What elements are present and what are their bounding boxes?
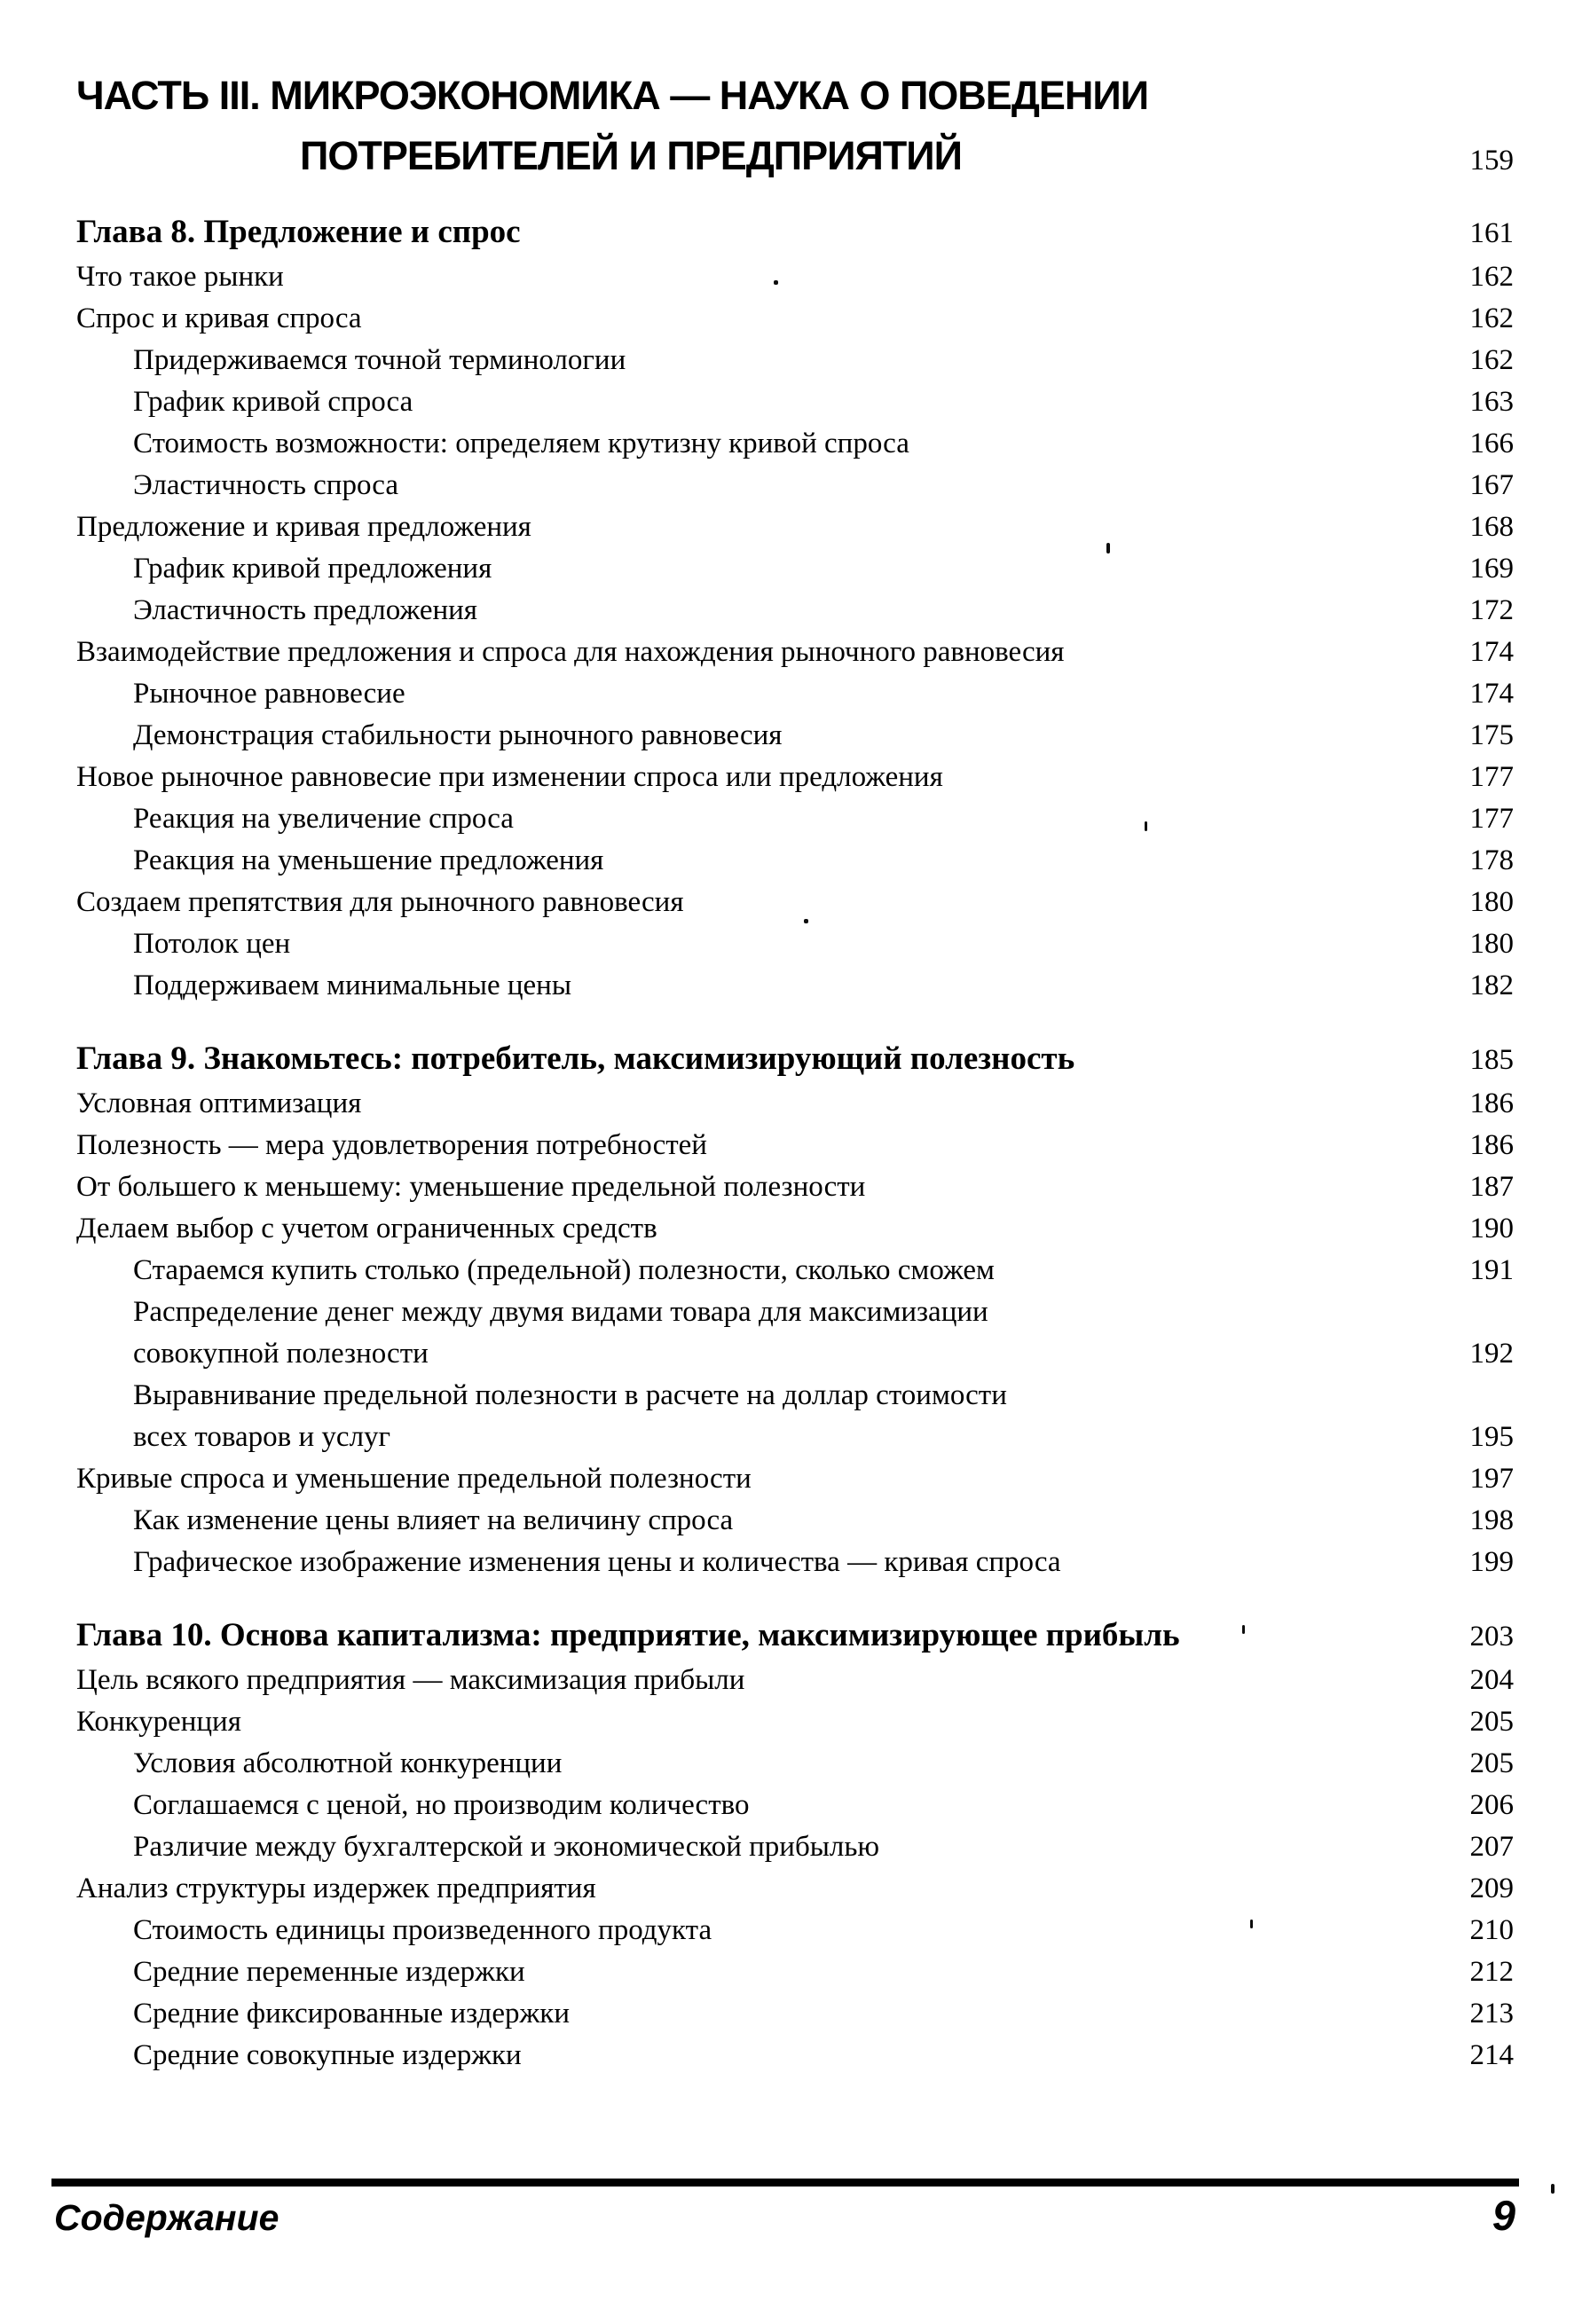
toc-entry-title: Спрос и кривая спроса — [76, 302, 362, 334]
toc-entry-title: Новое рыночное равновесие при изменении спроса или предложения — [76, 761, 943, 793]
toc-entry-page-number: 192 — [1469, 1338, 1514, 1370]
part-page-number: 159 — [1469, 145, 1514, 177]
toc-entry-row — [76, 965, 1514, 1007]
toc-entry-row — [76, 1292, 1514, 1333]
toc-entry-page-number: 162 — [1469, 261, 1514, 293]
toc-entry-title: Стоимость возможности: определяем крутизну кривой спроса — [133, 428, 909, 459]
toc-entry-page-number: 175 — [1469, 719, 1514, 751]
page-footer — [51, 2179, 1519, 2240]
toc-entry-row — [76, 1951, 1514, 1993]
toc-entry-title: График кривой предложения — [133, 553, 492, 585]
toc-entry-page-number: 174 — [1469, 678, 1514, 710]
toc-entry-page-number: 205 — [1469, 1706, 1514, 1738]
toc-entry-title: Распределение денег между двумя видами товара для максимизации — [133, 1296, 988, 1328]
toc-entry-row — [76, 256, 1514, 298]
toc-entry-row — [76, 715, 1514, 757]
toc-entry-page-number: 163 — [1469, 386, 1514, 418]
toc-entry-page-number: 186 — [1469, 1087, 1514, 1119]
toc-entry-page-number: 187 — [1469, 1171, 1514, 1203]
footer-page-number: 9 — [1492, 2192, 1515, 2239]
toc-entry-page-number: 190 — [1469, 1213, 1514, 1244]
toc-entry-title: Реакция на уменьшение предложения — [133, 844, 604, 876]
toc-entry-title: Условия абсолютной конкуренции — [133, 1747, 563, 1779]
toc-entry-title: График кривой спроса — [133, 386, 413, 418]
toc-entry-row — [76, 923, 1514, 965]
scan-speck — [1551, 2184, 1555, 2194]
toc-entry-page-number: 166 — [1469, 428, 1514, 459]
toc-entry-title: Создаем препятствия для рыночного равновесия — [76, 886, 684, 918]
toc-entry-page-number: 207 — [1469, 1831, 1514, 1863]
toc-chapter-title: Глава 9. Знакомьтесь: потребитель, максимизирующий полезность — [76, 1040, 1075, 1077]
toc-entry-row — [76, 1826, 1514, 1868]
toc-entry-title: Рыночное равновесие — [133, 678, 405, 710]
toc-entry-row — [76, 1125, 1514, 1166]
scan-speck — [1145, 821, 1147, 831]
toc-entry-page-number: 209 — [1469, 1873, 1514, 1904]
toc-entry-row — [76, 1993, 1514, 2035]
toc-entry-row — [76, 590, 1514, 632]
toc-entry-page-number: 213 — [1469, 1998, 1514, 2030]
toc-entry-page-number: 206 — [1469, 1789, 1514, 1821]
toc-entry-row — [76, 1333, 1514, 1375]
toc-entry-page-number: 161 — [1469, 217, 1514, 249]
toc-entry-title: Средние фиксированные издержки — [133, 1998, 571, 2030]
toc-entry-row — [76, 757, 1514, 798]
toc-entry-page-number: 167 — [1469, 469, 1514, 501]
toc-entry-title: Цель всякого предприятия — максимизация прибыли — [76, 1664, 745, 1696]
toc-chapter-row — [76, 1035, 1514, 1083]
toc-entry-title: Конкуренция — [76, 1706, 241, 1738]
toc-entry-row — [76, 1250, 1514, 1292]
toc-entry-page-number: 197 — [1469, 1463, 1514, 1495]
part-header — [76, 66, 1514, 191]
toc-entry-title: Поддерживаем минимальные цены — [133, 970, 571, 1001]
toc-entry-page-number: 162 — [1469, 344, 1514, 376]
toc-entry-title: Придерживаемся точной терминологии — [133, 344, 626, 376]
toc-entry-title: Анализ структуры издержек предприятия — [76, 1873, 596, 1904]
toc-entry-row — [76, 1166, 1514, 1208]
toc-entry-row — [76, 548, 1514, 590]
toc-entry-page-number: 199 — [1469, 1546, 1514, 1578]
toc-entry-page-number: 180 — [1469, 886, 1514, 918]
toc-entry-page-number: 178 — [1469, 844, 1514, 876]
toc-entry-row — [76, 798, 1514, 840]
toc-entry-row — [76, 340, 1514, 381]
toc-entry-row — [76, 1785, 1514, 1826]
toc-entry-row — [76, 423, 1514, 465]
toc-entry-page-number: 177 — [1469, 761, 1514, 793]
scan-speck — [774, 280, 778, 285]
toc-entry-row — [76, 882, 1514, 923]
toc-entry-page-number: 185 — [1469, 1044, 1514, 1076]
toc-entry-row — [76, 1375, 1514, 1417]
toc-entry-page-number: 174 — [1469, 636, 1514, 668]
toc-entry-page-number: 205 — [1469, 1747, 1514, 1779]
footer-label: Содержание — [54, 2197, 279, 2238]
toc-entry-page-number: 191 — [1469, 1254, 1514, 1286]
toc-entry-row — [76, 1743, 1514, 1785]
toc-entry-row — [76, 298, 1514, 340]
toc-entry-title: Условная оптимизация — [76, 1087, 362, 1119]
part-title-line2: ПОТРЕБИТЕЛЕЙ И ПРЕДПРИЯТИЙ — [300, 133, 962, 178]
toc-entry-row — [76, 632, 1514, 673]
toc-entry-page-number: 195 — [1469, 1421, 1514, 1453]
toc-entry-title: Взаимодействие предложения и спроса для нахождения рыночного равновесия — [76, 636, 1065, 668]
toc-entry-title: Средние совокупные издержки — [133, 2039, 522, 2071]
toc-entry-title: Графическое изображение изменения цены и количества — кривая спроса — [133, 1546, 1061, 1578]
toc-entry-row — [76, 506, 1514, 548]
toc-entry-page-number: 212 — [1469, 1956, 1514, 1988]
toc-entry-title: Соглашаемся с ценой, но производим количество — [133, 1789, 750, 1821]
toc-entry-row — [76, 1542, 1514, 1583]
part-title-line1: ЧАСТЬ III. МИКРОЭКОНОМИКА — НАУКА О ПОВЕДЕНИИ — [76, 73, 1149, 118]
toc-entry-title: Различие между бухгалтерской и экономической прибылью — [133, 1831, 880, 1863]
toc-list — [76, 208, 1514, 2077]
toc-entry-page-number: 214 — [1469, 2039, 1514, 2071]
toc-entry-title: Кривые спроса и уменьшение предельной полезности — [76, 1463, 752, 1495]
toc-entry-title: Стоимость единицы произведенного продукта — [133, 1914, 712, 1946]
toc-entry-row — [76, 1910, 1514, 1951]
scan-speck — [1242, 1625, 1245, 1634]
toc-entry-title: всех товаров и услуг — [133, 1421, 391, 1453]
toc-entry-page-number: 168 — [1469, 511, 1514, 543]
toc-entry-row — [76, 1458, 1514, 1500]
toc-entry-title: Потолок цен — [133, 928, 291, 960]
toc-entry-row — [76, 1660, 1514, 1701]
toc-entry-page-number: 180 — [1469, 928, 1514, 960]
toc-chapter-row — [76, 208, 1514, 256]
toc-entry-page-number: 162 — [1469, 302, 1514, 334]
toc-entry-page-number: 186 — [1469, 1129, 1514, 1161]
toc-entry-row — [76, 2035, 1514, 2077]
toc-entry-title: Эластичность предложения — [133, 594, 477, 626]
toc-entry-title: Выравнивание предельной полезности в расчете на доллар стоимости — [133, 1379, 1007, 1411]
toc-entry-row — [76, 1500, 1514, 1542]
toc-entry-page-number: 182 — [1469, 970, 1514, 1001]
toc-entry-row — [76, 1417, 1514, 1458]
toc-entry-page-number: 177 — [1469, 803, 1514, 835]
toc-entry-page-number: 198 — [1469, 1504, 1514, 1536]
scan-speck — [1106, 543, 1110, 554]
scan-speck — [1250, 1920, 1253, 1928]
toc-entry-page-number: 204 — [1469, 1664, 1514, 1696]
toc-chapter-title: Глава 8. Предложение и спрос — [76, 214, 521, 250]
toc-entry-row — [76, 465, 1514, 506]
toc-entry-page-number: 169 — [1469, 553, 1514, 585]
toc-entry-title: Предложение и кривая предложения — [76, 511, 531, 543]
toc-entry-title: Делаем выбор с учетом ограниченных средств — [76, 1213, 657, 1244]
toc-entry-title: Средние переменные издержки — [133, 1956, 525, 1988]
toc-entry-page-number: 172 — [1469, 594, 1514, 626]
toc-entry-title: Реакция на увеличение спроса — [133, 803, 514, 835]
toc-entry-row — [76, 381, 1514, 423]
toc-entry-title: совокупной полезности — [133, 1338, 429, 1370]
toc-entry-title: Как изменение цены влияет на величину спроса — [133, 1504, 734, 1536]
scan-speck — [804, 919, 808, 923]
footer-rule — [51, 2179, 1519, 2187]
toc-entry-title: Полезность — мера удовлетворения потребностей — [76, 1129, 707, 1161]
toc-entry-row — [76, 673, 1514, 715]
toc-chapter-title: Глава 10. Основа капитализма: предприятие, максимизирующее прибыль — [76, 1617, 1180, 1653]
toc-entry-row — [76, 1701, 1514, 1743]
toc-entry-page-number: 210 — [1469, 1914, 1514, 1946]
toc-entry-page-number: 203 — [1469, 1621, 1514, 1653]
toc-entry-title: Демонстрация стабильности рыночного равновесия — [133, 719, 783, 751]
toc-entry-title: От большего к меньшему: уменьшение предельной полезности — [76, 1171, 866, 1203]
toc-entry-title: Стараемся купить столько (предельной) полезности, сколько сможем — [133, 1254, 995, 1286]
toc-entry-row — [76, 840, 1514, 882]
toc-entry-row — [76, 1868, 1514, 1910]
toc-entry-title: Эластичность спроса — [133, 469, 398, 501]
toc-chapter-row — [76, 1612, 1514, 1660]
toc-entry-title: Что такое рынки — [76, 261, 284, 293]
toc-entry-row — [76, 1083, 1514, 1125]
toc-entry-row — [76, 1208, 1514, 1250]
